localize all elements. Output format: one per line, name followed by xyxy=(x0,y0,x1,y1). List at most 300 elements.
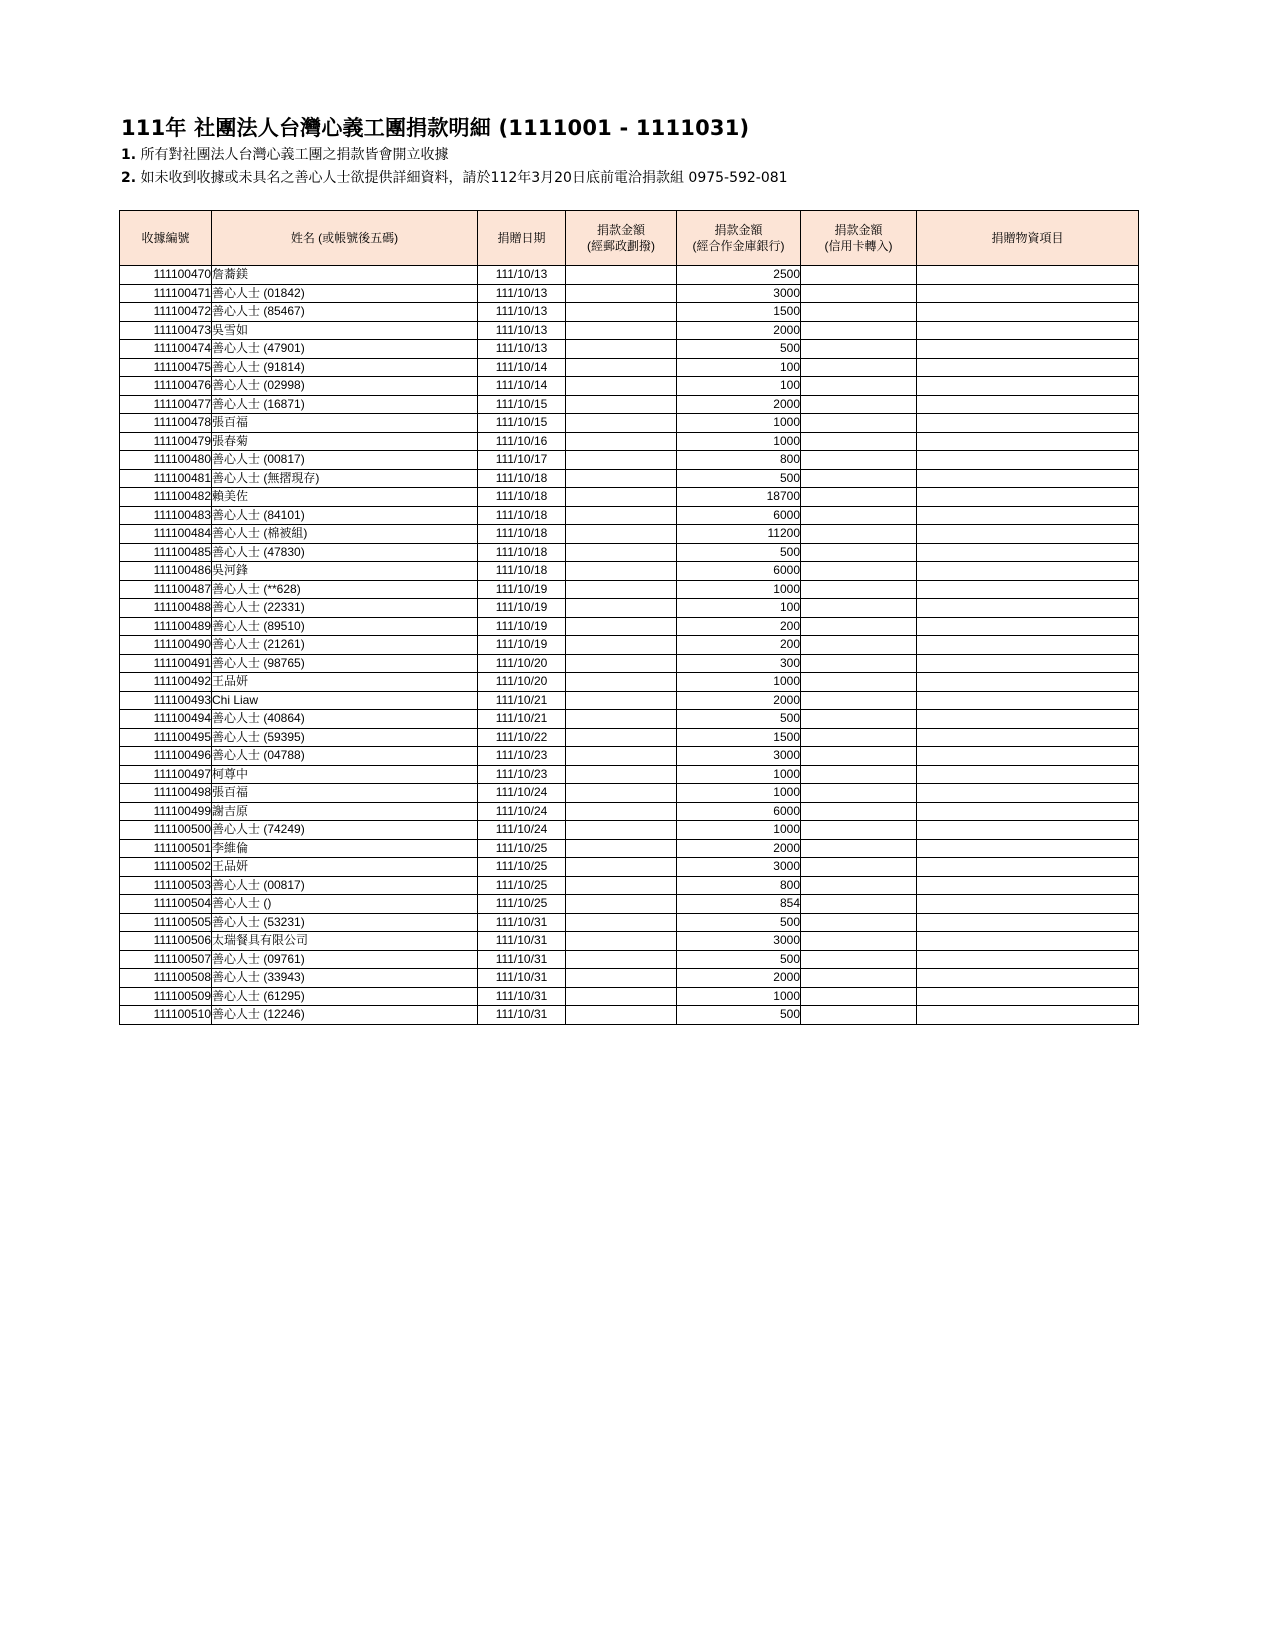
donor-name-cell: 善心人士 () xyxy=(212,895,478,914)
bank-amount-cell: 500 xyxy=(677,543,801,562)
receipt-cell: 111100507 xyxy=(120,950,212,969)
items-cell xyxy=(917,617,1139,636)
receipt-cell: 111100476 xyxy=(120,377,212,396)
card-amount-cell xyxy=(801,710,917,729)
postal-amount-cell xyxy=(566,895,677,914)
postal-amount-cell xyxy=(566,562,677,581)
bank-amount-cell: 2000 xyxy=(677,395,801,414)
table-row xyxy=(120,543,1139,562)
postal-amount-cell xyxy=(566,636,677,655)
table-row xyxy=(120,469,1139,488)
items-cell xyxy=(917,747,1139,766)
card-amount-cell xyxy=(801,876,917,895)
donor-name-cell: 善心人士 (無摺現存) xyxy=(212,469,478,488)
date-cell: 111/10/25 xyxy=(478,858,566,877)
receipt-cell: 111100503 xyxy=(120,876,212,895)
bank-amount-cell: 500 xyxy=(677,1006,801,1025)
card-amount-cell xyxy=(801,377,917,396)
receipt-cell: 111100502 xyxy=(120,858,212,877)
table-row xyxy=(120,802,1139,821)
date-cell: 111/10/13 xyxy=(478,284,566,303)
bank-amount-cell: 6000 xyxy=(677,802,801,821)
table-row xyxy=(120,414,1139,433)
postal-amount-cell xyxy=(566,802,677,821)
items-cell xyxy=(917,266,1139,285)
donor-name-cell: 張百福 xyxy=(212,414,478,433)
col-header-name: 姓名 (或帳號後五碼) xyxy=(212,211,478,266)
note-number: 1. xyxy=(121,147,137,163)
receipt-cell: 111100485 xyxy=(120,543,212,562)
date-cell: 111/10/13 xyxy=(478,321,566,340)
card-amount-cell xyxy=(801,654,917,673)
postal-amount-cell xyxy=(566,691,677,710)
bank-amount-cell: 1000 xyxy=(677,784,801,803)
donor-name-cell: 善心人士 (91814) xyxy=(212,358,478,377)
date-cell: 111/10/31 xyxy=(478,913,566,932)
receipt-cell: 111100470 xyxy=(120,266,212,285)
date-cell: 111/10/22 xyxy=(478,728,566,747)
donor-name-cell: 善心人士 (47830) xyxy=(212,543,478,562)
date-cell: 111/10/17 xyxy=(478,451,566,470)
date-cell: 111/10/21 xyxy=(478,691,566,710)
table-row xyxy=(120,932,1139,951)
date-cell: 111/10/13 xyxy=(478,303,566,322)
postal-amount-cell xyxy=(566,451,677,470)
card-amount-cell xyxy=(801,340,917,359)
postal-amount-cell xyxy=(566,728,677,747)
date-cell: 111/10/13 xyxy=(478,340,566,359)
bank-amount-cell: 6000 xyxy=(677,506,801,525)
items-cell xyxy=(917,580,1139,599)
receipt-cell: 111100506 xyxy=(120,932,212,951)
date-cell: 111/10/13 xyxy=(478,266,566,285)
bank-amount-cell: 2500 xyxy=(677,266,801,285)
postal-amount-cell xyxy=(566,710,677,729)
date-cell: 111/10/20 xyxy=(478,654,566,673)
bank-amount-cell: 3000 xyxy=(677,858,801,877)
donor-name-cell: 張百福 xyxy=(212,784,478,803)
donor-name-cell: 善心人士 (47901) xyxy=(212,340,478,359)
card-amount-cell xyxy=(801,525,917,544)
donor-name-cell: 善心人士 (**628) xyxy=(212,580,478,599)
items-cell xyxy=(917,358,1139,377)
table-row xyxy=(120,525,1139,544)
note-receipt-policy xyxy=(121,144,449,164)
postal-amount-cell xyxy=(566,654,677,673)
col-header-date: 捐贈日期 xyxy=(478,211,566,266)
items-cell xyxy=(917,784,1139,803)
bank-amount-cell: 500 xyxy=(677,469,801,488)
date-cell: 111/10/31 xyxy=(478,950,566,969)
bank-amount-cell: 300 xyxy=(677,654,801,673)
table-row xyxy=(120,895,1139,914)
donor-name-cell: 善心人士 (33943) xyxy=(212,969,478,988)
postal-amount-cell xyxy=(566,858,677,877)
table-row xyxy=(120,765,1139,784)
items-cell xyxy=(917,488,1139,507)
date-cell: 111/10/18 xyxy=(478,506,566,525)
bank-amount-cell: 1500 xyxy=(677,303,801,322)
date-cell: 111/10/19 xyxy=(478,617,566,636)
items-cell xyxy=(917,673,1139,692)
table-row xyxy=(120,950,1139,969)
table-row xyxy=(120,340,1139,359)
items-cell xyxy=(917,414,1139,433)
donor-name-cell: 善心人士 (00817) xyxy=(212,876,478,895)
card-amount-cell xyxy=(801,580,917,599)
donor-name-cell: 善心人士 (98765) xyxy=(212,654,478,673)
donor-name-cell: 善心人士 (61295) xyxy=(212,987,478,1006)
date-cell: 111/10/19 xyxy=(478,580,566,599)
date-cell: 111/10/19 xyxy=(478,636,566,655)
card-amount-cell xyxy=(801,765,917,784)
table-row xyxy=(120,839,1139,858)
col-header-receipt: 收據編號 xyxy=(120,211,212,266)
table-row xyxy=(120,673,1139,692)
table-row xyxy=(120,691,1139,710)
receipt-cell: 111100474 xyxy=(120,340,212,359)
table-row xyxy=(120,266,1139,285)
bank-amount-cell: 100 xyxy=(677,599,801,618)
receipt-cell: 111100497 xyxy=(120,765,212,784)
items-cell xyxy=(917,562,1139,581)
items-cell xyxy=(917,395,1139,414)
card-amount-cell xyxy=(801,358,917,377)
bank-amount-cell: 3000 xyxy=(677,747,801,766)
postal-amount-cell xyxy=(566,358,677,377)
donor-name-cell: 善心人士 (棉被組) xyxy=(212,525,478,544)
items-cell xyxy=(917,950,1139,969)
bank-amount-cell: 1000 xyxy=(677,673,801,692)
date-cell: 111/10/19 xyxy=(478,599,566,618)
date-cell: 111/10/25 xyxy=(478,876,566,895)
card-amount-cell xyxy=(801,950,917,969)
table-row xyxy=(120,377,1139,396)
bank-amount-cell: 500 xyxy=(677,913,801,932)
items-cell xyxy=(917,858,1139,877)
postal-amount-cell xyxy=(566,525,677,544)
bank-amount-cell: 500 xyxy=(677,340,801,359)
table-row xyxy=(120,395,1139,414)
table-row xyxy=(120,599,1139,618)
date-cell: 111/10/24 xyxy=(478,784,566,803)
col-header-postal: 捐款金額 (經郵政劃撥) xyxy=(566,211,677,266)
bank-amount-cell: 18700 xyxy=(677,488,801,507)
items-cell xyxy=(917,765,1139,784)
donor-name-cell: 賴美佐 xyxy=(212,488,478,507)
bank-amount-cell: 500 xyxy=(677,950,801,969)
card-amount-cell xyxy=(801,395,917,414)
table-row xyxy=(120,488,1139,507)
receipt-cell: 111100477 xyxy=(120,395,212,414)
card-amount-cell xyxy=(801,488,917,507)
items-cell xyxy=(917,303,1139,322)
table-row xyxy=(120,284,1139,303)
donor-name-cell: 柯尊中 xyxy=(212,765,478,784)
donor-name-cell: 善心人士 (21261) xyxy=(212,636,478,655)
bank-amount-cell: 1000 xyxy=(677,765,801,784)
table-row xyxy=(120,969,1139,988)
note-number: 2. xyxy=(121,170,137,186)
receipt-cell: 111100473 xyxy=(120,321,212,340)
bank-amount-cell: 500 xyxy=(677,710,801,729)
table-row xyxy=(120,747,1139,766)
bank-amount-cell: 2000 xyxy=(677,969,801,988)
items-cell xyxy=(917,340,1139,359)
items-cell xyxy=(917,654,1139,673)
receipt-cell: 111100491 xyxy=(120,654,212,673)
card-amount-cell xyxy=(801,432,917,451)
items-cell xyxy=(917,543,1139,562)
donor-name-cell: 謝吉原 xyxy=(212,802,478,821)
receipt-cell: 111100495 xyxy=(120,728,212,747)
receipt-cell: 111100494 xyxy=(120,710,212,729)
donor-name-cell: 吳雪如 xyxy=(212,321,478,340)
table-row xyxy=(120,580,1139,599)
card-amount-cell xyxy=(801,414,917,433)
receipt-cell: 111100475 xyxy=(120,358,212,377)
donor-name-cell: 善心人士 (53231) xyxy=(212,913,478,932)
receipt-cell: 111100490 xyxy=(120,636,212,655)
receipt-cell: 111100493 xyxy=(120,691,212,710)
donor-name-cell: 王品妍 xyxy=(212,673,478,692)
date-cell: 111/10/24 xyxy=(478,821,566,840)
receipt-cell: 111100501 xyxy=(120,839,212,858)
table-row xyxy=(120,987,1139,1006)
postal-amount-cell xyxy=(566,303,677,322)
receipt-cell: 111100478 xyxy=(120,414,212,433)
items-cell xyxy=(917,839,1139,858)
postal-amount-cell xyxy=(566,284,677,303)
note-text: 如未收到收據或未具名之善心人士欲提供詳細資料，請於112年3月20日底前電洽捐款組 0975-592-081 xyxy=(140,170,788,186)
card-amount-cell xyxy=(801,691,917,710)
bank-amount-cell: 6000 xyxy=(677,562,801,581)
items-cell xyxy=(917,821,1139,840)
items-cell xyxy=(917,432,1139,451)
items-cell xyxy=(917,284,1139,303)
date-cell: 111/10/15 xyxy=(478,414,566,433)
bank-amount-cell: 200 xyxy=(677,617,801,636)
date-cell: 111/10/18 xyxy=(478,469,566,488)
postal-amount-cell xyxy=(566,913,677,932)
postal-amount-cell xyxy=(566,395,677,414)
donor-name-cell: 善心人士 (85467) xyxy=(212,303,478,322)
postal-amount-cell xyxy=(566,673,677,692)
card-amount-cell xyxy=(801,284,917,303)
bank-amount-cell: 2000 xyxy=(677,691,801,710)
receipt-cell: 111100500 xyxy=(120,821,212,840)
bank-amount-cell: 3000 xyxy=(677,932,801,951)
bank-amount-cell: 800 xyxy=(677,876,801,895)
receipt-cell: 111100482 xyxy=(120,488,212,507)
items-cell xyxy=(917,469,1139,488)
postal-amount-cell xyxy=(566,821,677,840)
items-cell xyxy=(917,728,1139,747)
table-row xyxy=(120,432,1139,451)
table-row xyxy=(120,710,1139,729)
bank-amount-cell: 1000 xyxy=(677,414,801,433)
card-amount-cell xyxy=(801,599,917,618)
donor-name-cell: 善心人士 (74249) xyxy=(212,821,478,840)
date-cell: 111/10/25 xyxy=(478,895,566,914)
items-cell xyxy=(917,451,1139,470)
items-cell xyxy=(917,895,1139,914)
card-amount-cell xyxy=(801,506,917,525)
card-amount-cell xyxy=(801,321,917,340)
col-header-card: 捐款金額 (信用卡轉入) xyxy=(801,211,917,266)
postal-amount-cell xyxy=(566,617,677,636)
table-row xyxy=(120,858,1139,877)
receipt-cell: 111100487 xyxy=(120,580,212,599)
donor-name-cell: 善心人士 (16871) xyxy=(212,395,478,414)
donor-name-cell: 善心人士 (84101) xyxy=(212,506,478,525)
note-contact xyxy=(121,167,788,187)
donor-name-cell: 善心人士 (59395) xyxy=(212,728,478,747)
receipt-cell: 111100480 xyxy=(120,451,212,470)
items-cell xyxy=(917,802,1139,821)
date-cell: 111/10/14 xyxy=(478,358,566,377)
receipt-cell: 111100483 xyxy=(120,506,212,525)
items-cell xyxy=(917,969,1139,988)
table-row xyxy=(120,1006,1139,1025)
bank-amount-cell: 1000 xyxy=(677,821,801,840)
receipt-cell: 111100479 xyxy=(120,432,212,451)
donor-name-cell: 善心人士 (22331) xyxy=(212,599,478,618)
card-amount-cell xyxy=(801,673,917,692)
postal-amount-cell xyxy=(566,432,677,451)
items-cell xyxy=(917,876,1139,895)
items-cell xyxy=(917,599,1139,618)
date-cell: 111/10/18 xyxy=(478,562,566,581)
table-row xyxy=(120,562,1139,581)
date-cell: 111/10/31 xyxy=(478,1006,566,1025)
postal-amount-cell xyxy=(566,321,677,340)
date-cell: 111/10/14 xyxy=(478,377,566,396)
donor-name-cell: 吳河鋒 xyxy=(212,562,478,581)
card-amount-cell xyxy=(801,839,917,858)
receipt-cell: 111100488 xyxy=(120,599,212,618)
receipt-cell: 111100508 xyxy=(120,969,212,988)
postal-amount-cell xyxy=(566,340,677,359)
bank-amount-cell: 854 xyxy=(677,895,801,914)
receipt-cell: 111100504 xyxy=(120,895,212,914)
donor-name-cell: 李維倫 xyxy=(212,839,478,858)
receipt-cell: 111100484 xyxy=(120,525,212,544)
bank-amount-cell: 100 xyxy=(677,358,801,377)
card-amount-cell xyxy=(801,728,917,747)
bank-amount-cell: 200 xyxy=(677,636,801,655)
card-amount-cell xyxy=(801,543,917,562)
postal-amount-cell xyxy=(566,377,677,396)
col-header-items: 捐贈物資項目 xyxy=(917,211,1139,266)
bank-amount-cell: 1000 xyxy=(677,580,801,599)
card-amount-cell xyxy=(801,469,917,488)
receipt-cell: 111100486 xyxy=(120,562,212,581)
date-cell: 111/10/21 xyxy=(478,710,566,729)
table-row xyxy=(120,821,1139,840)
table-row xyxy=(120,913,1139,932)
receipt-cell: 111100505 xyxy=(120,913,212,932)
postal-amount-cell xyxy=(566,876,677,895)
bank-amount-cell: 1000 xyxy=(677,432,801,451)
donor-name-cell: 善心人士 (12246) xyxy=(212,1006,478,1025)
card-amount-cell xyxy=(801,913,917,932)
items-cell xyxy=(917,987,1139,1006)
donor-name-cell: 善心人士 (40864) xyxy=(212,710,478,729)
postal-amount-cell xyxy=(566,784,677,803)
date-cell: 111/10/20 xyxy=(478,673,566,692)
donor-name-cell: 善心人士 (09761) xyxy=(212,950,478,969)
card-amount-cell xyxy=(801,266,917,285)
card-amount-cell xyxy=(801,858,917,877)
table-row xyxy=(120,506,1139,525)
postal-amount-cell xyxy=(566,506,677,525)
receipt-cell: 111100472 xyxy=(120,303,212,322)
bank-amount-cell: 1000 xyxy=(677,987,801,1006)
receipt-cell: 111100499 xyxy=(120,802,212,821)
postal-amount-cell xyxy=(566,488,677,507)
receipt-cell: 111100492 xyxy=(120,673,212,692)
date-cell: 111/10/25 xyxy=(478,839,566,858)
postal-amount-cell xyxy=(566,266,677,285)
postal-amount-cell xyxy=(566,747,677,766)
bank-amount-cell: 11200 xyxy=(677,525,801,544)
donor-name-cell: 善心人士 (00817) xyxy=(212,451,478,470)
receipt-cell: 111100489 xyxy=(120,617,212,636)
card-amount-cell xyxy=(801,895,917,914)
items-cell xyxy=(917,691,1139,710)
receipt-cell: 111100496 xyxy=(120,747,212,766)
date-cell: 111/10/18 xyxy=(478,525,566,544)
postal-amount-cell xyxy=(566,932,677,951)
postal-amount-cell xyxy=(566,969,677,988)
postal-amount-cell xyxy=(566,987,677,1006)
card-amount-cell xyxy=(801,987,917,1006)
receipt-cell: 111100509 xyxy=(120,987,212,1006)
table-header-row xyxy=(120,211,1139,266)
bank-amount-cell: 800 xyxy=(677,451,801,470)
table-row xyxy=(120,358,1139,377)
date-cell: 111/10/23 xyxy=(478,765,566,784)
items-cell xyxy=(917,1006,1139,1025)
date-cell: 111/10/16 xyxy=(478,432,566,451)
card-amount-cell xyxy=(801,303,917,322)
card-amount-cell xyxy=(801,821,917,840)
card-amount-cell xyxy=(801,451,917,470)
donor-name-cell: 善心人士 (01842) xyxy=(212,284,478,303)
postal-amount-cell xyxy=(566,543,677,562)
card-amount-cell xyxy=(801,969,917,988)
items-cell xyxy=(917,506,1139,525)
postal-amount-cell xyxy=(566,414,677,433)
bank-amount-cell: 100 xyxy=(677,377,801,396)
postal-amount-cell xyxy=(566,765,677,784)
card-amount-cell xyxy=(801,636,917,655)
postal-amount-cell xyxy=(566,469,677,488)
table-row xyxy=(120,784,1139,803)
postal-amount-cell xyxy=(566,950,677,969)
postal-amount-cell xyxy=(566,580,677,599)
note-text: 所有對社團法人台灣心義工團之捐款皆會開立收據 xyxy=(140,147,449,163)
items-cell xyxy=(917,636,1139,655)
donor-name-cell: 詹蕎鎂 xyxy=(212,266,478,285)
items-cell xyxy=(917,377,1139,396)
page-title: 111年 社團法人台灣心義工團捐款明細 (1111001 - 1111031) xyxy=(121,116,750,140)
date-cell: 111/10/15 xyxy=(478,395,566,414)
donation-table xyxy=(119,210,1139,1025)
donor-name-cell: 善心人士 (02998) xyxy=(212,377,478,396)
date-cell: 111/10/31 xyxy=(478,932,566,951)
